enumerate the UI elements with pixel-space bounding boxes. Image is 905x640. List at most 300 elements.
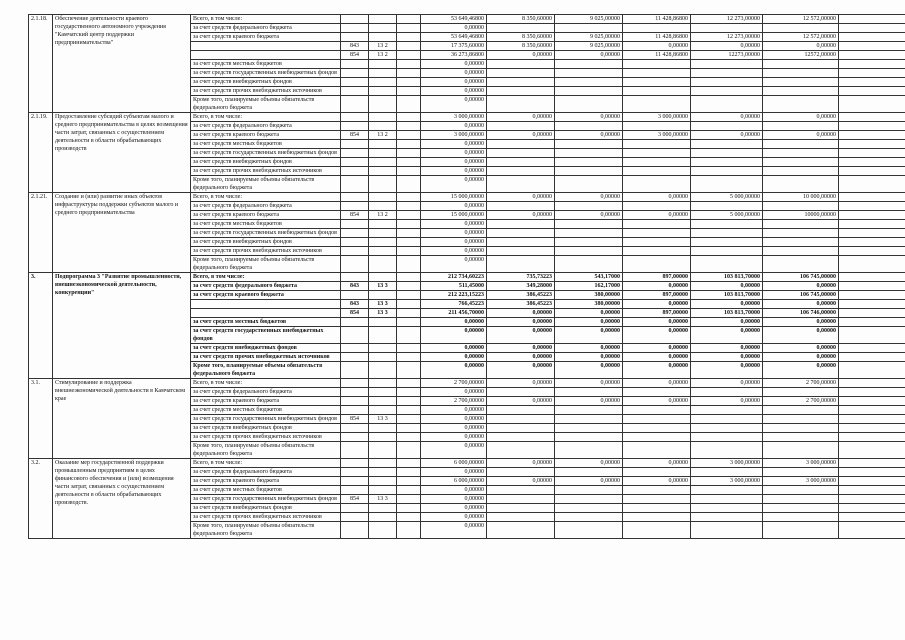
year-value: 0,00000 <box>487 318 555 327</box>
gr-code <box>341 273 369 282</box>
rz-code <box>369 397 397 406</box>
year-value <box>623 87 691 96</box>
year-value <box>555 87 623 96</box>
year-value <box>487 388 555 397</box>
year-value <box>691 87 763 96</box>
year-value: 0,00000 <box>487 379 555 388</box>
year-value <box>555 513 623 522</box>
rz-code <box>369 15 397 24</box>
year-value <box>763 140 839 149</box>
year-value <box>623 176 691 193</box>
year-value: 0,00000 <box>763 42 839 51</box>
year-value: 0,00000 <box>623 353 691 362</box>
rz-code <box>369 486 397 495</box>
table-row <box>29 273 905 282</box>
gr-code <box>341 388 369 397</box>
year-value <box>763 468 839 477</box>
empty-cell <box>397 486 421 495</box>
year-value <box>763 513 839 522</box>
total-value: 2 700,00000 <box>421 379 487 388</box>
total-value: 0,00000 <box>421 353 487 362</box>
year-value: 3 000,00000 <box>763 459 839 468</box>
year-value <box>763 158 839 167</box>
year-value <box>487 24 555 33</box>
year-value: 0,00000 <box>555 318 623 327</box>
year-value <box>763 504 839 513</box>
gr-code <box>341 149 369 158</box>
year-value <box>623 158 691 167</box>
year-value: 0,00000 <box>623 318 691 327</box>
gr-code <box>341 167 369 176</box>
rz-code <box>369 113 397 122</box>
total-value: 211 456,70000 <box>421 309 487 318</box>
year-value: 0,00000 <box>691 327 763 344</box>
year-value <box>487 247 555 256</box>
empty-cell <box>839 15 905 24</box>
empty-cell <box>397 15 421 24</box>
empty-cell <box>839 486 905 495</box>
total-value: 511,45000 <box>421 282 487 291</box>
empty-cell <box>839 42 905 51</box>
year-value: 0,00000 <box>487 477 555 486</box>
rz-code <box>369 149 397 158</box>
year-value: 0,00000 <box>487 51 555 60</box>
funding-source: за счет средств внебюджетных фондов <box>191 424 341 433</box>
table-row <box>29 113 905 122</box>
year-value: 3 000,00000 <box>691 477 763 486</box>
gr-code <box>341 459 369 468</box>
gr-code <box>341 424 369 433</box>
gr-code <box>341 69 369 78</box>
year-value <box>691 486 763 495</box>
rz-code <box>369 229 397 238</box>
year-value: 0,00000 <box>623 193 691 202</box>
empty-cell <box>397 291 421 300</box>
year-value: 0,00000 <box>555 353 623 362</box>
year-value <box>763 229 839 238</box>
year-value: 0,00000 <box>487 131 555 140</box>
empty-cell <box>397 495 421 504</box>
funding-source: за счет средств местных бюджетов <box>191 140 341 149</box>
funding-source: Кроме того, планируемые объемы обязательств федерального бюджета <box>191 256 341 273</box>
year-value: 9 025,00000 <box>555 42 623 51</box>
year-value: 12 273,00000 <box>691 33 763 42</box>
year-value <box>555 433 623 442</box>
year-value <box>487 229 555 238</box>
empty-cell <box>397 318 421 327</box>
year-value: 11 428,86800 <box>623 15 691 24</box>
total-value: 0,00000 <box>421 522 487 539</box>
total-value: 6 000,00000 <box>421 459 487 468</box>
year-value: 9 025,00000 <box>555 33 623 42</box>
empty-cell <box>397 140 421 149</box>
year-value: 0,00000 <box>691 42 763 51</box>
year-value <box>623 238 691 247</box>
funding-source: за счет средств внебюджетных фондов <box>191 504 341 513</box>
year-value <box>623 256 691 273</box>
total-value: 0,00000 <box>421 442 487 459</box>
year-value: 3 000,00000 <box>623 131 691 140</box>
gr-code <box>341 397 369 406</box>
empty-cell <box>839 513 905 522</box>
rz-code <box>369 504 397 513</box>
empty-cell <box>397 69 421 78</box>
empty-cell <box>839 362 905 379</box>
funding-source: Кроме того, планируемые объемы обязательств федерального бюджета <box>191 176 341 193</box>
year-value <box>623 149 691 158</box>
year-value <box>487 468 555 477</box>
empty-cell <box>839 273 905 282</box>
empty-cell <box>397 513 421 522</box>
year-value: 0,00000 <box>487 344 555 353</box>
gr-code <box>341 238 369 247</box>
year-value <box>763 388 839 397</box>
year-value <box>691 256 763 273</box>
total-value: 2 700,00000 <box>421 397 487 406</box>
gr-code <box>341 87 369 96</box>
empty-cell <box>839 397 905 406</box>
year-value: 5 000,00000 <box>691 211 763 220</box>
total-value: 0,00000 <box>421 415 487 424</box>
funding-source: Кроме того, планируемые объемы обязательств федерального бюджета <box>191 522 341 539</box>
rz-code <box>369 477 397 486</box>
year-value <box>487 140 555 149</box>
year-value <box>555 504 623 513</box>
empty-cell <box>839 477 905 486</box>
year-value <box>487 486 555 495</box>
year-value <box>691 24 763 33</box>
year-value <box>487 433 555 442</box>
year-value <box>623 406 691 415</box>
year-value <box>763 495 839 504</box>
rz-code <box>369 87 397 96</box>
funding-source: за счет средств местных бюджетов <box>191 406 341 415</box>
year-value: 0,00000 <box>623 211 691 220</box>
year-value <box>623 522 691 539</box>
gr-code <box>341 344 369 353</box>
rz-code <box>369 327 397 344</box>
total-value: 0,00000 <box>421 433 487 442</box>
rz-code <box>369 379 397 388</box>
year-value <box>763 69 839 78</box>
funding-source: за счет средств государственных внебюджетных фондов <box>191 495 341 504</box>
rz-code <box>369 96 397 113</box>
year-value <box>623 24 691 33</box>
year-value <box>487 60 555 69</box>
year-value <box>555 406 623 415</box>
year-value <box>555 140 623 149</box>
year-value <box>763 406 839 415</box>
empty-cell <box>397 131 421 140</box>
rz-code <box>369 442 397 459</box>
gr-code <box>341 113 369 122</box>
funding-source: за счет средств внебюджетных фондов <box>191 78 341 87</box>
funding-source: за счет средств федерального бюджета <box>191 202 341 211</box>
year-value <box>691 495 763 504</box>
gr-code <box>341 256 369 273</box>
empty-cell <box>397 60 421 69</box>
year-value <box>487 504 555 513</box>
year-value: 0,00000 <box>691 397 763 406</box>
empty-cell <box>397 158 421 167</box>
empty-cell <box>397 415 421 424</box>
year-value <box>691 149 763 158</box>
gr-code <box>341 379 369 388</box>
gr-code <box>341 202 369 211</box>
year-value <box>487 78 555 87</box>
total-value: 0,00000 <box>421 202 487 211</box>
gr-code <box>341 468 369 477</box>
empty-cell <box>839 459 905 468</box>
year-value <box>691 122 763 131</box>
empty-cell <box>839 388 905 397</box>
funding-source: Всего, в том числе: <box>191 15 341 24</box>
gr-code: 843 <box>341 300 369 309</box>
year-value: 0,00000 <box>555 379 623 388</box>
year-value <box>763 122 839 131</box>
year-value <box>691 522 763 539</box>
empty-cell <box>839 140 905 149</box>
year-value: 0,00000 <box>487 362 555 379</box>
empty-cell <box>839 406 905 415</box>
total-value: 0,00000 <box>421 122 487 131</box>
year-value <box>555 202 623 211</box>
year-value: 0,00000 <box>691 362 763 379</box>
gr-code <box>341 318 369 327</box>
total-value: 3 000,00000 <box>421 113 487 122</box>
year-value <box>487 220 555 229</box>
year-value: 0,00000 <box>691 113 763 122</box>
rz-code <box>369 406 397 415</box>
year-value: 103 813,70000 <box>691 291 763 300</box>
year-value: 0,00000 <box>555 397 623 406</box>
funding-source: за счет средств прочих внебюджетных источников <box>191 247 341 256</box>
rz-code <box>369 176 397 193</box>
total-value: 17 375,60000 <box>421 42 487 51</box>
year-value <box>487 513 555 522</box>
gr-code <box>341 24 369 33</box>
funding-source: за счет средств государственных внебюджетных фондов <box>191 415 341 424</box>
year-value <box>555 495 623 504</box>
rz-code <box>369 273 397 282</box>
gr-code <box>341 229 369 238</box>
year-value <box>763 433 839 442</box>
total-value: 36 273,86800 <box>421 51 487 60</box>
year-value: 0,00000 <box>555 327 623 344</box>
year-value: 0,00000 <box>691 379 763 388</box>
year-value: 2 700,00000 <box>763 379 839 388</box>
item-title: Оказание мер государственной поддержки промышленным предприятиям в целях финансового обеспечения и (или) возмещения части затрат, связанных с осуществлением деятельности в области обрабатывающих производств. <box>53 459 191 539</box>
empty-cell <box>839 131 905 140</box>
funding-source <box>191 309 341 318</box>
year-value <box>487 442 555 459</box>
rz-code <box>369 24 397 33</box>
rz-code <box>369 193 397 202</box>
year-value: 12572,00000 <box>763 51 839 60</box>
year-value: 0,00000 <box>691 300 763 309</box>
funding-source: за счет средств краевого бюджета <box>191 477 341 486</box>
year-value <box>487 415 555 424</box>
year-value <box>623 202 691 211</box>
total-value: 0,00000 <box>421 24 487 33</box>
year-value <box>487 122 555 131</box>
total-value: 0,00000 <box>421 344 487 353</box>
rz-code: 13 3 <box>369 282 397 291</box>
gr-code <box>341 327 369 344</box>
empty-cell <box>839 379 905 388</box>
year-value: 0,00000 <box>763 353 839 362</box>
year-value: 386,45223 <box>487 291 555 300</box>
gr-code <box>341 193 369 202</box>
empty-cell <box>397 33 421 42</box>
year-value: 103 813,70000 <box>691 309 763 318</box>
empty-cell <box>839 220 905 229</box>
year-value <box>691 513 763 522</box>
empty-cell <box>397 193 421 202</box>
empty-cell <box>839 78 905 87</box>
empty-cell <box>397 442 421 459</box>
empty-cell <box>397 424 421 433</box>
empty-cell <box>839 96 905 113</box>
total-value: 0,00000 <box>421 140 487 149</box>
year-value: 12273,00000 <box>691 51 763 60</box>
empty-cell <box>397 167 421 176</box>
empty-cell <box>397 522 421 539</box>
year-value: 106 746,00000 <box>763 309 839 318</box>
year-value <box>487 176 555 193</box>
year-value <box>691 202 763 211</box>
item-title: Стимулирование и поддержка внешнеэкономической деятельности в Камчатском крае <box>53 379 191 459</box>
empty-cell <box>397 96 421 113</box>
rz-code <box>369 353 397 362</box>
year-value: 0,00000 <box>691 282 763 291</box>
year-value: 0,00000 <box>623 42 691 51</box>
gr-code: 843 <box>341 282 369 291</box>
total-value: 0,00000 <box>421 256 487 273</box>
funding-source: Всего, в том числе: <box>191 193 341 202</box>
year-value: 5 000,00000 <box>691 193 763 202</box>
year-value <box>763 24 839 33</box>
year-value <box>555 122 623 131</box>
year-value <box>555 167 623 176</box>
total-value: 3 000,00000 <box>421 131 487 140</box>
empty-cell <box>397 122 421 131</box>
year-value: 3 000,00000 <box>623 113 691 122</box>
empty-cell <box>839 424 905 433</box>
year-value <box>763 60 839 69</box>
year-value <box>555 149 623 158</box>
gr-code <box>341 60 369 69</box>
gr-code <box>341 176 369 193</box>
year-value: 103 813,70000 <box>691 273 763 282</box>
year-value: 0,00000 <box>487 327 555 344</box>
year-value <box>555 220 623 229</box>
empty-cell <box>839 309 905 318</box>
year-value: 735,73223 <box>487 273 555 282</box>
rz-code <box>369 33 397 42</box>
total-value: 53 649,46800 <box>421 33 487 42</box>
total-value: 0,00000 <box>421 486 487 495</box>
year-value: 0,00000 <box>623 397 691 406</box>
empty-cell <box>397 87 421 96</box>
empty-cell <box>839 69 905 78</box>
empty-cell <box>397 256 421 273</box>
funding-source: Всего, в том числе: <box>191 113 341 122</box>
year-value: 3 000,00000 <box>691 459 763 468</box>
year-value <box>555 78 623 87</box>
year-value <box>691 96 763 113</box>
year-value: 380,00000 <box>555 300 623 309</box>
year-value: 0,00000 <box>487 459 555 468</box>
year-value <box>555 96 623 113</box>
year-value <box>555 158 623 167</box>
total-value: 0,00000 <box>421 468 487 477</box>
year-value: 0,00000 <box>555 51 623 60</box>
rz-code <box>369 158 397 167</box>
empty-cell <box>839 300 905 309</box>
gr-code <box>341 96 369 113</box>
total-value: 6 000,00000 <box>421 477 487 486</box>
year-value: 10 000,00000 <box>763 193 839 202</box>
year-value <box>555 238 623 247</box>
empty-cell <box>839 282 905 291</box>
empty-cell <box>839 24 905 33</box>
year-value: 9 025,00000 <box>555 15 623 24</box>
rz-code <box>369 220 397 229</box>
funding-source: Кроме того, планируемые объемы обязательств федерального бюджета <box>191 442 341 459</box>
year-value <box>691 406 763 415</box>
empty-cell <box>839 202 905 211</box>
item-title: Предоставление субсидий субъектам малого и среднего предпринимательства в целях возмещения части затрат, связанных с осуществлением деятельности в области обрабатывающих производств <box>53 113 191 193</box>
year-value: 897,00000 <box>623 291 691 300</box>
empty-cell <box>397 229 421 238</box>
empty-cell <box>397 113 421 122</box>
empty-cell <box>397 24 421 33</box>
rz-code: 13 2 <box>369 211 397 220</box>
total-value: 0,00000 <box>421 176 487 193</box>
year-value: 0,00000 <box>555 344 623 353</box>
year-value <box>691 415 763 424</box>
item-number: 3.1. <box>29 379 53 459</box>
empty-cell <box>839 468 905 477</box>
year-value <box>555 388 623 397</box>
gr-code <box>341 15 369 24</box>
year-value: 8 350,60000 <box>487 15 555 24</box>
empty-cell <box>397 504 421 513</box>
empty-cell <box>397 362 421 379</box>
table-row <box>29 193 905 202</box>
year-value <box>623 122 691 131</box>
year-value: 0,00000 <box>763 344 839 353</box>
year-value: 0,00000 <box>763 131 839 140</box>
year-value: 106 745,00000 <box>763 291 839 300</box>
empty-cell <box>397 238 421 247</box>
empty-cell <box>839 318 905 327</box>
total-value: 212 223,15223 <box>421 291 487 300</box>
year-value <box>623 388 691 397</box>
year-value <box>555 69 623 78</box>
year-value <box>623 140 691 149</box>
total-value: 0,00000 <box>421 238 487 247</box>
total-value: 0,00000 <box>421 318 487 327</box>
empty-cell <box>839 122 905 131</box>
year-value <box>691 140 763 149</box>
year-value <box>763 415 839 424</box>
year-value: 12 572,00000 <box>763 15 839 24</box>
funding-source: за счет средств краевого бюджета <box>191 211 341 220</box>
total-value: 0,00000 <box>421 149 487 158</box>
gr-code <box>341 122 369 131</box>
